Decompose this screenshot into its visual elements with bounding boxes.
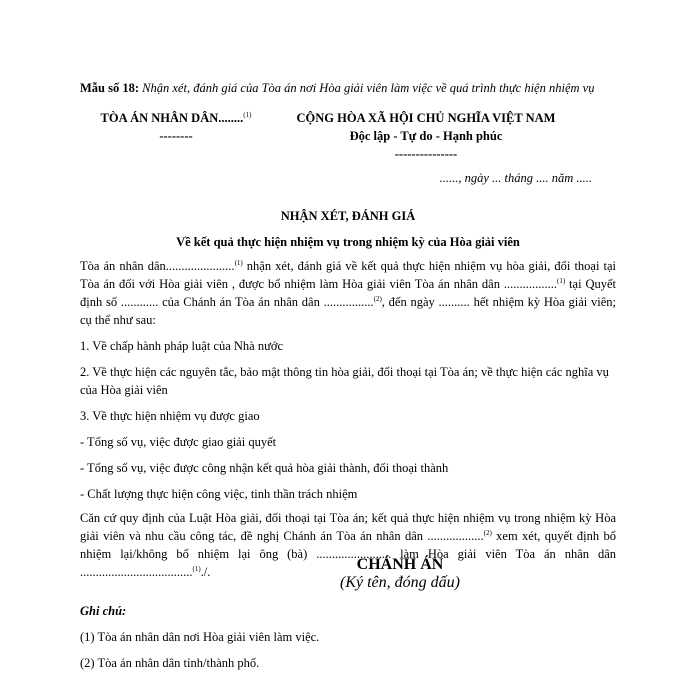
intro-ref-3: (2) (373, 295, 382, 303)
note-line: (2) Tòa án nhân dân tỉnh/thành phố. (80, 656, 260, 670)
list-item: - Tổng số vụ, việc được giao giải quyết (80, 435, 277, 449)
conclusion-part-3: ./. (200, 565, 211, 579)
nation-dashes: --------------- (394, 147, 458, 161)
notes-title: Ghi chú: (80, 604, 127, 618)
intro-ref-1: (1) (234, 259, 243, 267)
intro-part-3: tại Quyết định số ............ của Chánh án Tòa án nhân dân ................ (80, 277, 616, 309)
dateline: ......, ngày ... tháng .... năm ..... (439, 171, 592, 185)
form-number: Mẫu số 18: (80, 81, 140, 95)
document-title: NHẬN XÉT, ĐÁNH GIÁ (280, 209, 416, 223)
signature-instruction: (Ký tên, đóng dấu) (340, 574, 460, 591)
conclusion-part-2: xem xét, quyết định bổ nhiệm lại/không bổ nhiệm lại ông (bà) ........................ làm Hòa giải viên Tòa án nhân dân .................................... (80, 529, 616, 579)
form-title (80, 80, 616, 97)
list-item: 2. Về thực hiện các nguyên tắc, bảo mật thông tin hòa giải, đối thoại tại Tòa án; về thực hiện các nghĩa vụ của Hòa giải viên (80, 365, 609, 397)
note-line: (1) Tòa án nhân dân nơi Hòa giải viên làm việc. (80, 630, 320, 644)
conclusion-part-1: Căn cứ quy định của Luật Hòa giải, đối thoại tại Tòa án; kết quả thực hiện nhiệm vụ trong nhiệm kỳ Hòa giải viên và nhu cầu công tác, đề nghị Chánh án Tòa án nhân dân .................. (80, 511, 616, 543)
document-page (80, 80, 616, 581)
document-header (80, 109, 616, 161)
intro-part-4: , đến ngày .......... hết nhiệm kỳ Hòa giải viên; cụ thể như sau: (80, 295, 616, 327)
court-footnote-ref: (1) (243, 111, 252, 119)
nation-motto: Độc lập - Tự do - Hạnh phúc (349, 129, 503, 143)
form-description: Nhận xét, đánh giá của Tòa án nơi Hòa giải viên làm việc về quá trình thực hiện nhiệm vụ (142, 81, 595, 95)
conclusion-ref-1: (2) (483, 529, 492, 537)
list-item: 1. Về chấp hành pháp luật của Nhà nước (80, 339, 284, 353)
intro-ref-2: (1) (556, 277, 566, 285)
intro-part-1: Tòa án nhân dân...................... (80, 259, 235, 273)
signature-title: CHÁNH ÁN (356, 556, 444, 573)
notes-block (80, 602, 616, 672)
conclusion-ref-2: (1) (192, 565, 201, 573)
list-item: - Tổng số vụ, việc được công nhận kết quả hòa giải thành, đối thoại thành (80, 461, 449, 475)
nation-name: CỘNG HÒA XÃ HỘI CHỦ NGHĨA VIỆT NAM (296, 111, 556, 125)
list-item: - Chất lượng thực hiện công việc, tinh thần trách nhiệm (80, 487, 358, 501)
nation-block (276, 109, 576, 163)
document-subtitle: Về kết quả thực hiện nhiệm vụ trong nhiệm kỳ của Hòa giải viên (176, 235, 520, 249)
list-item: 3. Về thực hiện nhiệm vụ được giao (80, 409, 260, 423)
intro-paragraph (80, 257, 616, 329)
court-block (86, 109, 266, 145)
intro-part-2: nhận xét, đánh giá về kết quả thực hiện nhiệm vụ hòa giải, đối thoại tại Tòa án đối với Hòa giải viên , được bổ nhiệm làm Hòa giải viên Tòa án nhân dân ................. (80, 259, 617, 291)
court-name: TÒA ÁN NHÂN DÂN........ (100, 111, 244, 125)
signature-block (300, 556, 500, 592)
court-dashes: -------- (159, 129, 193, 143)
